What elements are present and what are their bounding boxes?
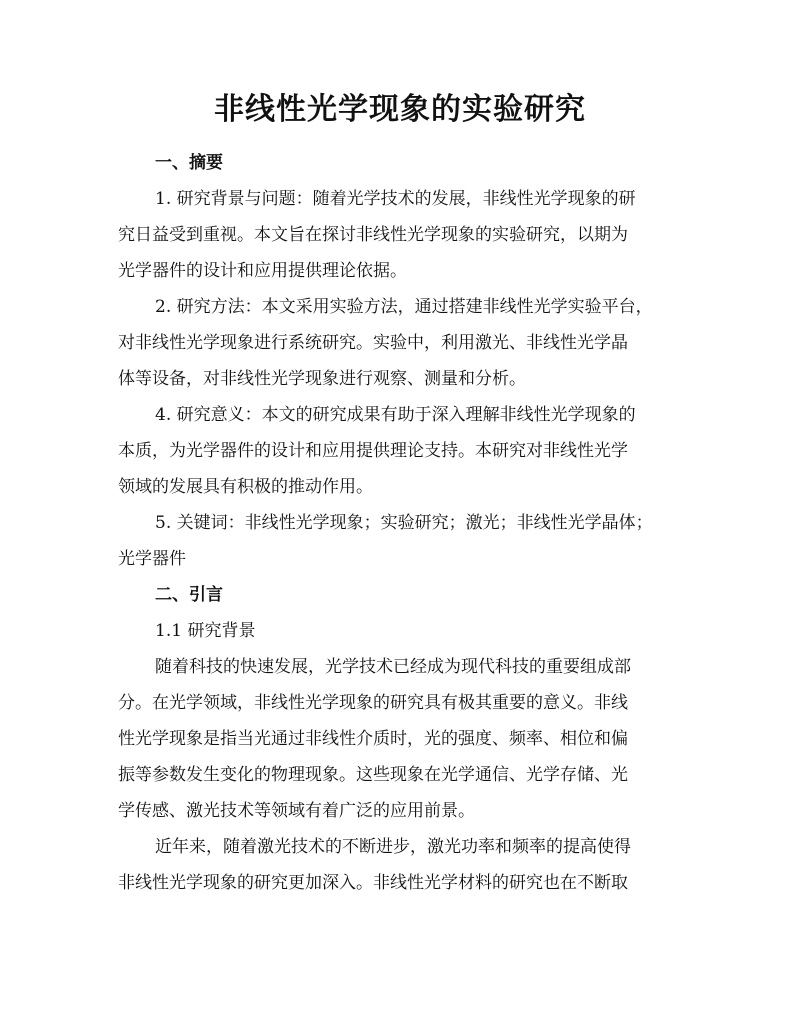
subsection-heading: 1.1 研究背景 — [155, 621, 256, 641]
page-title: 非线性光学现象的实验研究 — [214, 92, 586, 127]
paragraph-line: 近年来，随着激光技术的不断进步，激光功率和频率的提高使得 — [155, 837, 631, 857]
section-heading-introduction: 二、引言 — [155, 585, 223, 605]
paragraph-line: 性光学现象是指当光通过非线性介质时，光的强度、频率、相位和偏 — [118, 729, 628, 749]
paragraph-line: 2. 研究方法：本文采用实验方法，通过搭建非线性光学实验平台， — [155, 297, 653, 317]
paragraph-line: 4. 研究意义：本文的研究成果有助于深入理解非线性光学现象的 — [155, 405, 636, 425]
paragraph-line: 学传感、激光技术等领域有着广泛的应用前景。 — [118, 801, 475, 821]
paragraph-line: 究日益受到重视。本文旨在探讨非线性光学现象的实验研究，以期为 — [118, 225, 628, 245]
paragraph-line: 随着科技的快速发展，光学技术已经成为现代科技的重要组成部 — [155, 657, 631, 677]
paragraph-line: 领域的发展具有积极的推动作用。 — [118, 477, 373, 497]
paragraph-line: 体等设备，对非线性光学现象进行观察、测量和分析。 — [118, 369, 526, 389]
paragraph-line: 光学器件的设计和应用提供理论依据。 — [118, 261, 407, 281]
paragraph-line: 分。在光学领域，非线性光学现象的研究具有极其重要的意义。非线 — [118, 693, 628, 713]
paragraph-line: 5. 关键词：非线性光学现象；实验研究；激光；非线性光学晶体； — [155, 513, 653, 533]
paragraph-line: 振等参数发生变化的物理现象。这些现象在光学通信、光学存储、光 — [118, 765, 628, 785]
paragraph-line: 非线性光学现象的研究更加深入。非线性光学材料的研究也在不断取 — [118, 873, 628, 893]
paragraph-line: 对非线性光学现象进行系统研究。实验中，利用激光、非线性光学晶 — [118, 333, 628, 353]
section-heading-abstract: 一、摘要 — [155, 153, 223, 173]
paragraph-line: 1. 研究背景与问题：随着光学技术的发展，非线性光学现象的研 — [155, 189, 636, 209]
paragraph-line: 光学器件 — [118, 549, 186, 569]
paragraph-line: 本质，为光学器件的设计和应用提供理论支持。本研究对非线性光学 — [118, 441, 628, 461]
